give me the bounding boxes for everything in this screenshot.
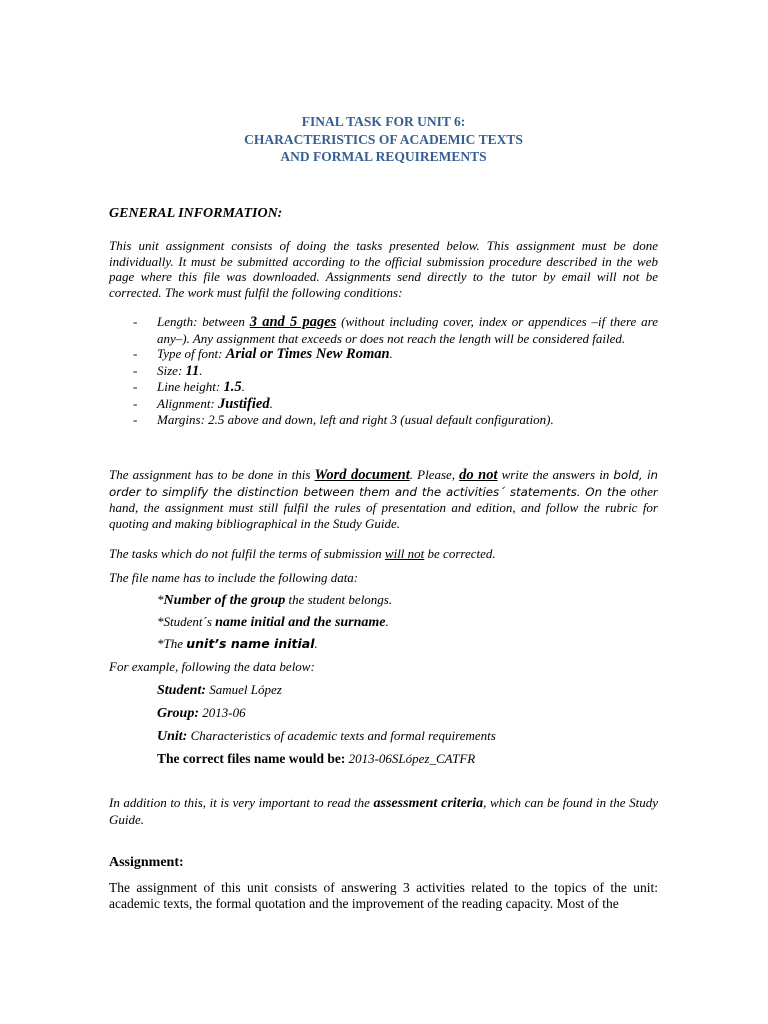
example-unit	[157, 728, 496, 745]
assessment-paragraph	[109, 795, 658, 827]
condition-line-height-value: 1.5	[223, 379, 242, 395]
word-para-text-4: other hand, the assignment must still fulfil the rules of presentation and edition, and follow the rubric for quoting and making bibliographical in the Study Guide.	[109, 483, 658, 531]
title-line-2: CHARACTERISTICS OF ACADEMIC TEXTS	[244, 131, 523, 147]
file-item-2-bold: name initial and the surname	[215, 615, 386, 630]
word-para-sans-text: bold, in order to simplify the distinction between them and the activities´ statements. On the	[109, 468, 659, 499]
condition-margins: - Margins: 2.5 above and down, left and right 3 (usual default configuration).	[133, 412, 658, 428]
title-line-1: FINAL TASK FOR UNIT 6:	[301, 114, 466, 129]
file-name-item-group	[157, 592, 392, 609]
example-group-label: Group:	[157, 706, 200, 721]
will-not-emphasis: will not	[384, 546, 425, 561]
word-para-text-3: write the answers in	[497, 467, 614, 482]
condition-line-height	[133, 379, 658, 396]
word-document-paragraph	[109, 467, 658, 531]
assignment-paragraph: The assignment of this unit consists of answering 3 activities related to the topics of the unit: academic texts, the formal quotation and the improvement of the reading capacity. Most of the	[109, 880, 658, 911]
condition-length-value: 3 and 5 pages	[249, 314, 337, 330]
file-item-2-suffix: .	[385, 614, 389, 629]
assessment-text-1: In addition to this, it is very important to read the	[109, 795, 374, 810]
condition-line-height-suffix: .	[241, 379, 245, 394]
condition-size-value: 11	[185, 362, 200, 379]
condition-size	[133, 363, 658, 380]
condition-alignment-prefix: Alignment:	[157, 395, 219, 411]
condition-size-suffix: .	[199, 362, 203, 378]
do-not-emphasis: do not	[459, 467, 498, 483]
file-item-2-prefix: *Student´s	[157, 614, 216, 629]
file-name-item-name	[157, 614, 389, 631]
condition-size-prefix: Size:	[157, 362, 186, 378]
example-file-name-label: The correct files name would be:	[157, 751, 346, 766]
tasks-line-text-1: The tasks which do not fulfil the terms of submission	[109, 546, 385, 561]
file-name-item-unit	[157, 636, 318, 652]
general-information-heading: GENERAL INFORMATION:	[109, 206, 283, 221]
tasks-line-text-2: be corrected.	[424, 546, 496, 561]
document-title	[109, 113, 658, 166]
word-para-text-2: . Please,	[409, 467, 460, 482]
file-item-3-prefix: *The	[157, 636, 187, 651]
tasks-not-corrected-line	[109, 546, 658, 562]
file-name-intro: The file name has to include the following data:	[109, 570, 359, 585]
example-intro: For example, following the data below:	[109, 659, 315, 674]
assessment-text-2: , which can be found in the Study Guide.	[109, 795, 658, 827]
file-item-3-suffix: .	[314, 636, 318, 651]
condition-line-height-prefix: Line height:	[157, 379, 224, 394]
example-student-value: Samuel López	[206, 682, 282, 697]
example-group	[157, 705, 246, 722]
example-student	[157, 682, 282, 699]
file-item-1-prefix: *	[157, 592, 164, 607]
condition-length-suffix: (without including cover, index or appendices –if there are any–). Any assignment that exceeds or does not reach the length will be considered failed.	[157, 314, 658, 346]
condition-font	[133, 346, 658, 363]
file-item-3-bold: unit’s name initial	[186, 636, 315, 651]
general-intro-paragraph: This unit assignment consists of doing the tasks presented below. This assignment must be done individually. It must be submitted according to the official submission procedure described in the web page where this file was downloaded. Assignments send directly to the tutor by email will not be corrected. The work must fulfil the following conditions:	[109, 238, 658, 300]
condition-font-suffix: .	[389, 346, 393, 361]
example-unit-label: Unit:	[157, 729, 188, 744]
word-document-emphasis: Word document	[314, 467, 410, 483]
file-item-1-bold: Number of the group	[163, 593, 286, 608]
condition-font-prefix: Type of font:	[157, 346, 226, 361]
example-unit-value: Characteristics of academic texts and formal requirements	[187, 728, 496, 743]
condition-length	[133, 314, 658, 346]
title-line-3: AND FORMAL REQUIREMENTS	[280, 149, 487, 164]
assessment-criteria-emphasis: assessment criteria	[373, 796, 484, 811]
conditions-list	[133, 314, 658, 428]
example-group-value: 2013-06	[199, 705, 246, 720]
file-item-1-suffix: the student belongs.	[285, 592, 393, 607]
word-para-text-1: The assignment has to be done in this	[109, 467, 315, 482]
condition-length-prefix: Length: between	[157, 314, 250, 329]
condition-alignment-suffix: .	[269, 395, 273, 411]
example-student-label: Student:	[157, 683, 207, 698]
example-file-name	[157, 751, 475, 767]
condition-font-value: Arial or Times New Roman	[225, 346, 390, 362]
condition-alignment-value: Justified	[218, 395, 270, 412]
condition-alignment	[133, 396, 658, 413]
assignment-heading: Assignment:	[109, 855, 184, 870]
example-file-name-value: 2013-06SLópez_CATFR	[345, 751, 476, 766]
